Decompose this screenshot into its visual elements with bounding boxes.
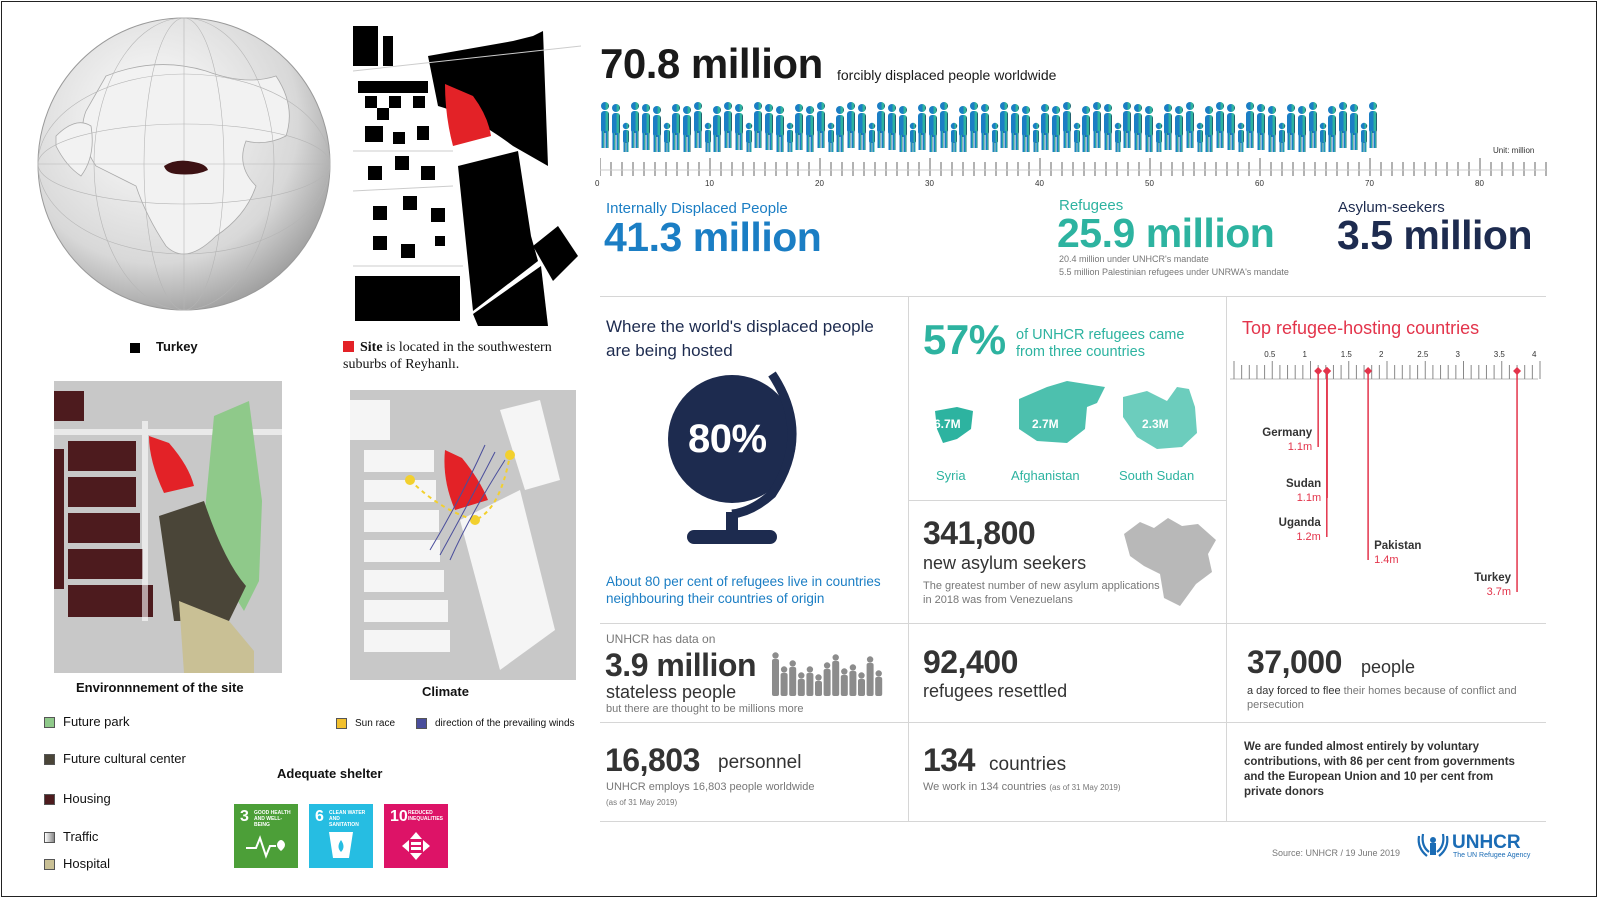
person-silhouette xyxy=(1186,102,1194,148)
person-silhouette xyxy=(1339,102,1347,148)
syria-label: Syria xyxy=(936,468,966,483)
sdg-3-tile xyxy=(234,804,298,868)
person-silhouette xyxy=(735,104,743,150)
hospital-label: Hospital xyxy=(63,856,110,871)
sdg-6-number: 6 xyxy=(315,808,324,825)
globe-legend xyxy=(130,339,198,354)
refugees-note-2: 5.5 million Palestinian refugees under UNRWA's mandate xyxy=(1059,267,1289,277)
child-silhouette xyxy=(1238,123,1244,152)
unhcr-logo-text: UNHCR xyxy=(1452,832,1521,853)
child-silhouette xyxy=(1279,123,1285,152)
afghanistan-value: 2.7M xyxy=(1032,417,1059,431)
scale-unit: Unit: million xyxy=(1493,146,1535,155)
sdg-6-tile xyxy=(309,804,373,868)
sdg-10-tile xyxy=(384,804,448,868)
source-text: Source: UNHCR / 19 June 2019 xyxy=(1272,848,1401,858)
shelter-title: Adequate shelter xyxy=(277,766,383,781)
asylum-label: new asylum seekers xyxy=(923,553,1087,573)
divider xyxy=(600,722,1546,723)
countries-text-line xyxy=(923,781,1121,793)
site-caption xyxy=(343,339,578,373)
person-silhouette xyxy=(1216,102,1224,148)
refugees-value: 25.9 million xyxy=(1057,210,1275,256)
person-silhouette xyxy=(1134,104,1142,150)
person-silhouette xyxy=(683,106,691,152)
stateless-label: stateless people xyxy=(606,682,737,702)
person-silhouette xyxy=(1257,104,1265,150)
person-silhouette xyxy=(631,102,639,148)
child-silhouette xyxy=(1197,123,1203,152)
hosted-title: Where the world's displaced people are being hosted xyxy=(606,317,874,360)
person-silhouette xyxy=(1369,102,1377,148)
hospital-swatch xyxy=(44,859,55,870)
funding-text: We are funded almost entirely by voluntary contributions, with 86 per cent from governments and the European Union and 10 per cent from private donors xyxy=(1244,741,1515,798)
person-silhouette xyxy=(754,102,762,148)
hosting-tick-label: 0.5 xyxy=(1264,350,1276,359)
divider xyxy=(908,500,1226,501)
person-silhouette xyxy=(765,104,773,150)
hosting-country-pakistan: Pakistan xyxy=(1374,540,1422,552)
person-silhouette xyxy=(1022,106,1030,152)
origin-country-maps xyxy=(927,377,1217,457)
person-silhouette xyxy=(1328,106,1336,152)
sdg-3-text: GOOD HEALTH AND WELL-BEING xyxy=(254,810,291,828)
child-silhouette xyxy=(1115,123,1121,152)
divider xyxy=(600,296,1546,297)
scale-tick-label: 50 xyxy=(1145,179,1154,188)
stateless-person-body xyxy=(806,673,813,696)
person-silhouette xyxy=(1246,102,1254,148)
flee-unit: people xyxy=(1361,657,1416,677)
hosting-country-uganda: Uganda xyxy=(1278,517,1321,529)
south-sudan-label: South Sudan xyxy=(1119,468,1195,483)
stateless-person-body xyxy=(772,659,779,696)
stateless-person-body xyxy=(849,671,856,696)
hosting-country-germany: Germany xyxy=(1262,427,1313,439)
environment-title: Environnnement of the site xyxy=(76,680,244,695)
hosting-tick-label: 4 xyxy=(1532,350,1537,359)
stateless-person-body xyxy=(867,663,874,696)
hosting-chart xyxy=(1226,341,1546,601)
sun-swatch xyxy=(336,718,347,729)
scale-tick-label: 80 xyxy=(1475,179,1484,188)
person-silhouette xyxy=(724,102,732,148)
population-scale xyxy=(600,152,1548,194)
flee-text-bold: a day forced to flee xyxy=(1247,685,1341,697)
hosted-text: About 80 per cent of refugees live in countries neighbouring their countries of origin xyxy=(606,574,881,606)
climate-legend-sun xyxy=(336,718,395,729)
cultural-label: Future cultural center xyxy=(63,751,186,766)
person-silhouette xyxy=(1145,106,1153,152)
wind-swatch xyxy=(416,718,427,729)
person-silhouette xyxy=(817,102,825,148)
hosting-tick-label: 1 xyxy=(1302,350,1307,359)
personnel-value: 16,803 xyxy=(605,742,700,778)
child-silhouette xyxy=(1074,123,1080,152)
asylum-text: The greatest number of new asylum applications in 2018 was from Venezuelans xyxy=(923,580,1160,606)
resettled-label: refugees resettled xyxy=(923,681,1068,701)
person-silhouette xyxy=(694,102,702,148)
scale-tick-label: 70 xyxy=(1365,179,1374,188)
heartbeat-icon xyxy=(244,832,288,860)
headline-label: forcibly displaced people worldwide xyxy=(837,67,1057,83)
scale-tick-label: 10 xyxy=(705,179,714,188)
stateless-person-body xyxy=(789,667,796,696)
person-silhouette xyxy=(847,102,855,148)
scale-tick-label: 0 xyxy=(595,179,600,188)
person-silhouette xyxy=(601,102,609,148)
scale-tick-label: 20 xyxy=(815,179,824,188)
person-silhouette xyxy=(899,106,907,152)
person-silhouette xyxy=(918,104,926,150)
hosting-tick-label: 3.5 xyxy=(1493,350,1505,359)
child-silhouette xyxy=(910,123,916,152)
person-silhouette xyxy=(1309,102,1317,148)
sdg-10-text: REDUCED INEQUALITIES xyxy=(408,810,444,822)
person-silhouette xyxy=(959,106,967,152)
hosting-title: Top refugee-hosting countries xyxy=(1242,318,1480,338)
divider xyxy=(600,623,1546,624)
hosting-tick-label: 1.5 xyxy=(1340,350,1352,359)
person-silhouette xyxy=(1104,104,1112,150)
stateless-value: 3.9 million xyxy=(605,647,756,683)
afghanistan-label: Afghanistan xyxy=(1011,468,1080,483)
hosting-value-turkey: 3.7m xyxy=(1486,586,1512,598)
stateless-person-body xyxy=(798,679,805,696)
hosting-country-turkey: Turkey xyxy=(1474,572,1512,584)
syria-value: 6.7M xyxy=(934,417,961,431)
south-sudan-value: 2.3M xyxy=(1142,417,1169,431)
person-silhouette xyxy=(1175,106,1183,152)
site-legend-swatch xyxy=(343,341,354,352)
person-silhouette xyxy=(1298,106,1306,152)
site-caption-bold: Site xyxy=(360,340,383,355)
person-silhouette xyxy=(1350,104,1358,150)
refugees-note-1: 20.4 million under UNHCR's mandate xyxy=(1059,254,1209,264)
legend-item-hospital xyxy=(44,855,110,873)
stateless-person-head xyxy=(850,664,856,670)
person-silhouette xyxy=(970,102,978,148)
idp-label: Internally Displaced People xyxy=(606,200,788,217)
flee-text xyxy=(1247,684,1532,712)
child-silhouette xyxy=(1361,123,1367,152)
site-caption-text: is located in the southwestern suburbs of Reyhanlı. xyxy=(343,340,552,372)
person-silhouette xyxy=(612,104,620,150)
stateless-people-icon xyxy=(770,648,884,698)
person-silhouette xyxy=(1205,106,1213,152)
climate-title: Climate xyxy=(422,684,469,699)
person-silhouette xyxy=(642,104,650,150)
hosting-tick-label: 2 xyxy=(1379,350,1384,359)
hosting-tick-label: 2.5 xyxy=(1417,350,1429,359)
turkey-legend-swatch xyxy=(130,343,140,353)
sdg-3-number: 3 xyxy=(240,808,249,825)
hosting-value-pakistan: 1.4m xyxy=(1374,554,1399,566)
stateless-person-head xyxy=(807,666,813,672)
countries-text: We work in 134 countries xyxy=(923,781,1047,793)
legend-item-cultural xyxy=(44,750,186,768)
person-silhouette xyxy=(858,104,866,150)
stateless-person-head xyxy=(833,654,839,660)
person-silhouette xyxy=(776,106,784,152)
person-silhouette xyxy=(1287,104,1295,150)
countries-date: (as of 31 May 2019) xyxy=(1049,783,1121,792)
child-silhouette xyxy=(951,123,957,152)
headline-value: 70.8 million xyxy=(600,40,823,87)
wind-label: direction of the prevailing winds xyxy=(435,718,575,730)
climate-map xyxy=(350,390,576,680)
child-silhouette xyxy=(746,123,752,152)
refugees-label: Refugees xyxy=(1059,197,1124,214)
legend-item-housing xyxy=(44,790,111,808)
person-silhouette xyxy=(836,106,844,152)
legend-item-traffic xyxy=(44,828,98,846)
stateless-person-head xyxy=(790,660,796,666)
hosting-marker-uganda xyxy=(1323,367,1331,375)
personnel-unit: personnel xyxy=(718,752,802,773)
person-silhouette xyxy=(1227,104,1235,150)
stateless-pre: UNHCR has data on xyxy=(606,632,716,646)
scale-tick-label: 30 xyxy=(925,179,934,188)
person-silhouette xyxy=(653,106,661,152)
flee-text-rest: their homes because of conflict and persecution xyxy=(1247,685,1517,711)
environment-map xyxy=(54,381,282,673)
stateless-person-head xyxy=(867,656,873,662)
person-silhouette xyxy=(1123,102,1131,148)
climate-legend-wind xyxy=(416,718,575,729)
stateless-person-body xyxy=(815,681,822,696)
equality-icon xyxy=(400,830,432,862)
sun-label: Sun race xyxy=(355,718,396,730)
person-silhouette xyxy=(1063,102,1071,148)
infographic-frame xyxy=(1,1,1597,897)
child-silhouette xyxy=(623,123,629,152)
hosted-percent: 80% xyxy=(688,417,767,461)
divider xyxy=(908,296,909,822)
hosting-tick-label: 3 xyxy=(1455,350,1460,359)
child-silhouette xyxy=(705,123,711,152)
origin-percent: 57% xyxy=(923,316,1006,363)
stateless-person-body xyxy=(858,679,865,696)
person-silhouette xyxy=(929,106,937,152)
site-map xyxy=(353,26,581,326)
personnel-text: UNHCR employs 16,803 people worldwide xyxy=(606,781,815,793)
globe-map xyxy=(36,16,332,312)
person-silhouette xyxy=(1041,104,1049,150)
scale-tick-label: 40 xyxy=(1035,179,1044,188)
housing-swatch xyxy=(44,794,55,805)
child-silhouette xyxy=(992,123,998,152)
divider xyxy=(600,821,1546,822)
stateless-person-head xyxy=(772,652,778,658)
asylum-value: 341,800 xyxy=(923,515,1036,551)
hosting-marker-germany xyxy=(1314,367,1322,375)
person-silhouette xyxy=(713,106,721,152)
hosting-value-uganda: 1.2m xyxy=(1296,531,1321,543)
legend-item-park xyxy=(44,713,129,731)
sdg-6-text: CLEAN WATER AND SANITATION xyxy=(329,810,366,828)
traffic-swatch xyxy=(44,832,55,843)
stateless-person-head xyxy=(781,666,787,672)
venezuela-map-icon xyxy=(1120,514,1220,610)
stateless-person-head xyxy=(815,674,821,680)
water-drop-icon xyxy=(327,828,355,862)
housing-label: Housing xyxy=(63,791,111,806)
person-silhouette xyxy=(877,102,885,148)
sdg-10-number: 10 xyxy=(390,808,408,825)
personnel-date: (as of 31 May 2019) xyxy=(606,798,678,807)
person-silhouette xyxy=(940,102,948,148)
child-silhouette xyxy=(1320,123,1326,152)
person-silhouette xyxy=(1164,104,1172,150)
hosting-marker-pakistan xyxy=(1364,367,1372,375)
cultural-swatch xyxy=(44,754,55,765)
traffic-label: Traffic xyxy=(63,829,99,844)
stateless-person-body xyxy=(781,673,788,696)
person-silhouette xyxy=(1268,106,1276,152)
child-silhouette xyxy=(787,123,793,152)
hosting-country-sudan: Sudan xyxy=(1286,478,1322,490)
child-silhouette xyxy=(828,123,834,152)
person-silhouette xyxy=(1052,106,1060,152)
child-silhouette xyxy=(869,123,875,152)
stateless-person-head xyxy=(798,672,804,678)
stateless-person-head xyxy=(824,662,830,668)
person-silhouette xyxy=(888,104,896,150)
hosting-marker-turkey xyxy=(1513,367,1521,375)
afghanistan-map-icon xyxy=(1019,381,1105,443)
hosting-value-sudan: 1.1m xyxy=(1296,492,1322,504)
person-silhouette xyxy=(1011,104,1019,150)
stateless-post: but there are thought to be millions more xyxy=(606,703,804,715)
park-label: Future park xyxy=(63,714,130,729)
person-silhouette xyxy=(981,104,989,150)
stateless-person-head xyxy=(876,670,882,676)
stateless-person-head xyxy=(841,668,847,674)
hosting-value-germany: 1.1m xyxy=(1287,441,1313,453)
child-silhouette xyxy=(1156,123,1162,152)
countries-value: 134 xyxy=(923,742,975,778)
person-silhouette xyxy=(795,104,803,150)
turkey-label: Turkey xyxy=(156,339,198,354)
flee-value: 37,000 xyxy=(1247,644,1342,680)
stateless-person-body xyxy=(824,669,831,696)
stateless-person-body xyxy=(832,661,839,696)
countries-unit: countries xyxy=(989,754,1067,775)
idp-value: 41.3 million xyxy=(604,214,822,260)
stateless-person-body xyxy=(841,675,848,696)
child-silhouette xyxy=(664,123,670,152)
stateless-person-head xyxy=(858,672,864,678)
person-silhouette xyxy=(806,106,814,152)
stateless-person-body xyxy=(875,677,882,696)
person-silhouette xyxy=(1093,102,1101,148)
child-silhouette xyxy=(1033,123,1039,152)
origin-text: of UNHCR refugees came from three countries xyxy=(1016,327,1185,360)
unhcr-logo-icon xyxy=(1415,830,1451,862)
unhcr-logo-subtext: The UN Refugee Agency xyxy=(1453,852,1531,859)
asylum-seekers-value: 3.5 million xyxy=(1337,212,1532,258)
person-silhouette xyxy=(672,104,680,150)
resettled-value: 92,400 xyxy=(923,644,1018,680)
scale-tick-label: 60 xyxy=(1255,179,1264,188)
person-silhouette xyxy=(1000,102,1008,148)
park-swatch xyxy=(44,717,55,728)
asylum-seekers-label: Asylum-seekers xyxy=(1338,199,1445,216)
people-silhouettes xyxy=(600,100,1385,156)
person-silhouette xyxy=(1082,106,1090,152)
